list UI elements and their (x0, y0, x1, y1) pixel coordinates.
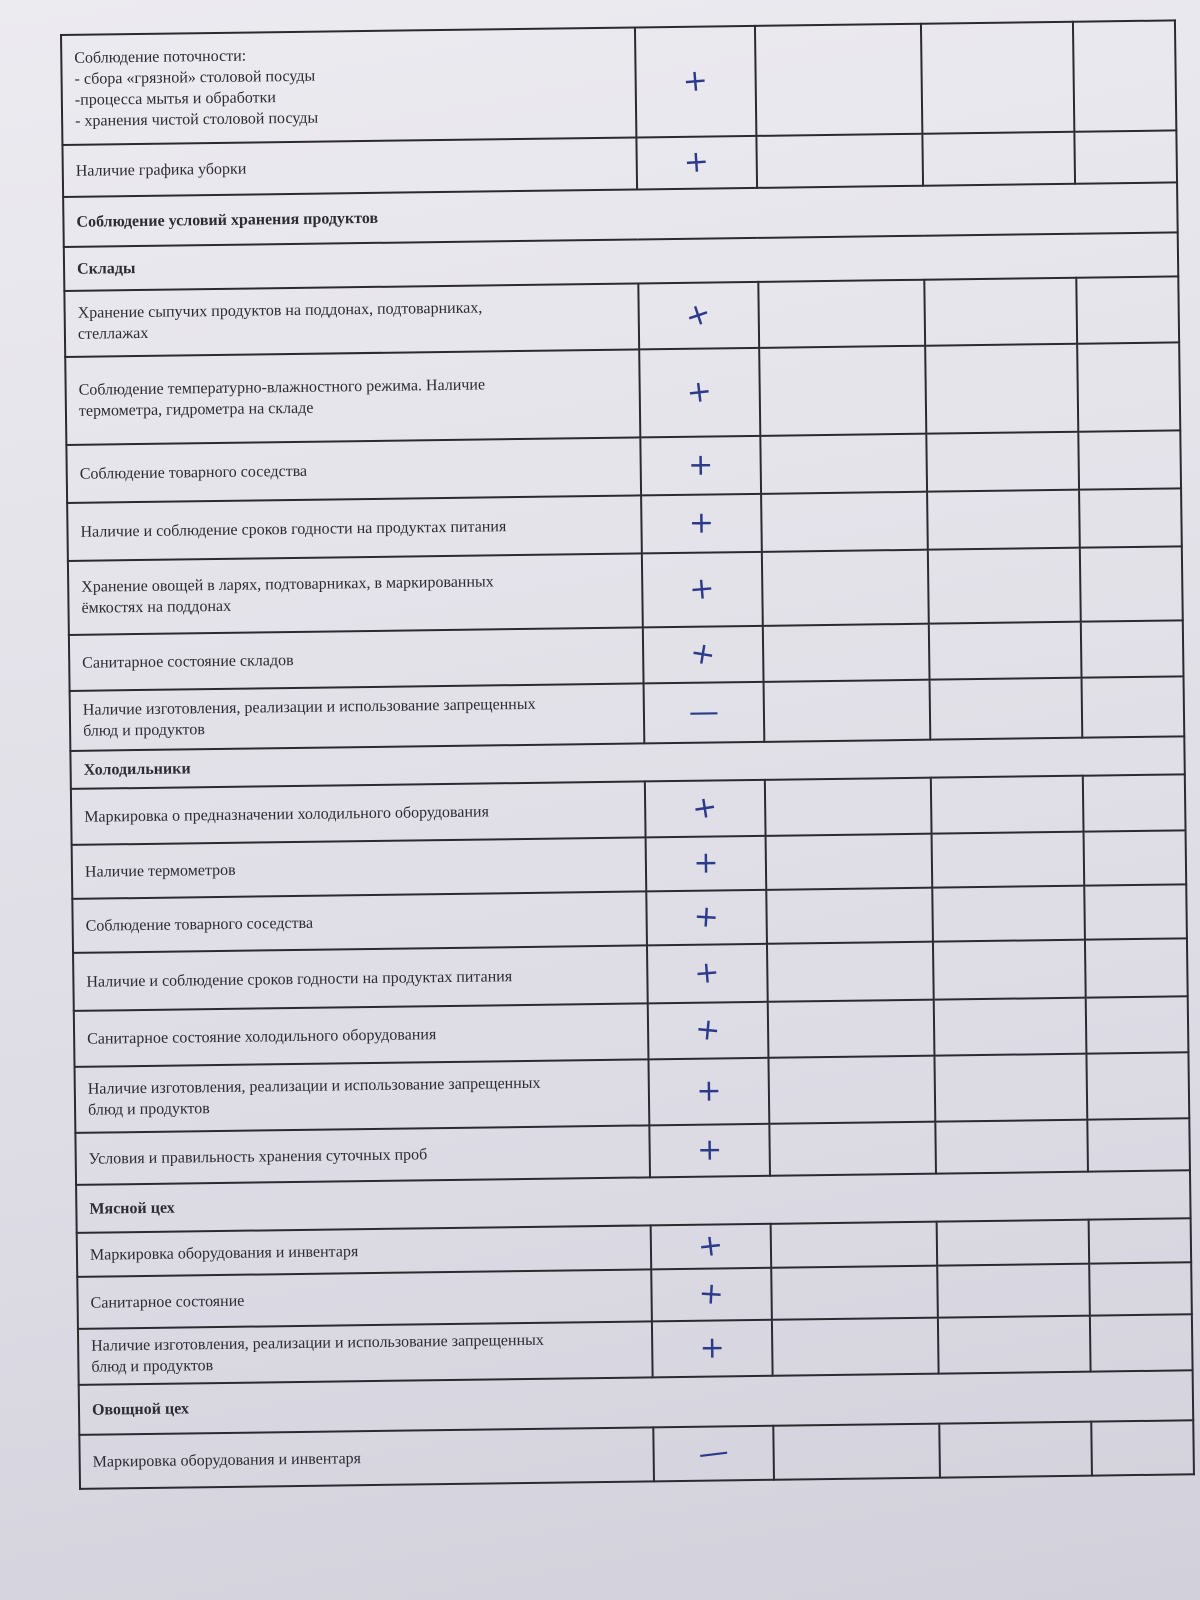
criterion-text: Наличие изготовления, реализации и использование запрещенных (82, 695, 536, 719)
empty-cell-3 (1089, 1218, 1192, 1263)
handwritten-mark: + (688, 505, 715, 541)
empty-cell-3 (1085, 938, 1188, 997)
empty-cell-2 (922, 132, 1075, 186)
criterion-text: Санитарное состояние складов (82, 651, 294, 672)
empty-cell-3 (1083, 774, 1186, 831)
criterion-cell (78, 1321, 653, 1385)
empty-cell-2 (937, 1264, 1090, 1318)
empty-cell-2 (933, 940, 1086, 1000)
empty-cell-1 (768, 1000, 935, 1058)
criterion-text: Хранение сыпучих продуктов на поддонах, подтоварниках, (77, 299, 483, 322)
result-cell (636, 136, 757, 190)
criterion-text: - хранения чистой столовой посуды (75, 109, 319, 130)
empty-cell-2 (932, 886, 1085, 942)
handwritten-mark: + (698, 1275, 726, 1313)
checklist-table (60, 19, 1195, 1489)
section-title: Овощной цех (79, 1370, 1194, 1435)
criterion-text: Маркировка оборудования и инвентаря (92, 1449, 362, 1471)
empty-cell-3 (1080, 546, 1183, 621)
section-title: Мясной цех (76, 1170, 1191, 1233)
result-cell (649, 1124, 770, 1178)
handwritten-mark: + (696, 1073, 722, 1109)
criterion-text: Наличие и соблюдение сроков годности на продуктах питания (80, 517, 507, 541)
criterion-cell (65, 349, 640, 445)
result-cell (647, 944, 768, 1004)
criterion-cell (71, 781, 646, 845)
criterion-text: стеллажах (77, 324, 149, 343)
criterion-cell (72, 837, 647, 899)
criterion-text: Соблюдение товарного соседства (79, 462, 308, 483)
empty-cell-2 (927, 490, 1080, 550)
empty-cell-3 (1089, 1262, 1192, 1315)
handwritten-mark: + (693, 898, 721, 936)
handwritten-mark: + (681, 62, 710, 100)
empty-cell-3 (1079, 488, 1182, 547)
criterion-cell (69, 627, 644, 691)
empty-cell-2 (930, 678, 1083, 740)
criterion-text: Наличие термометров (84, 861, 236, 881)
empty-cell-2 (934, 998, 1087, 1056)
criterion-text: Условия и правильность хранения суточных проб (88, 1145, 428, 1168)
handwritten-mark: + (696, 1227, 726, 1265)
empty-cell-1 (762, 550, 929, 626)
handwritten-mark: + (688, 634, 719, 674)
empty-cell-3 (1090, 1314, 1193, 1371)
criterion-cell (72, 891, 647, 953)
criterion-text: ёмкостях на поддонах (81, 597, 232, 617)
criterion-cell (61, 27, 636, 145)
section-title: Склады (64, 232, 1178, 291)
result-cell (642, 552, 763, 628)
empty-cell-1 (769, 1122, 936, 1176)
criterion-cell (68, 553, 643, 635)
empty-cell-3 (1073, 20, 1176, 131)
empty-cell-2 (931, 776, 1084, 834)
criterion-cell (74, 1003, 649, 1067)
empty-cell-1 (766, 888, 933, 944)
criterion-text: Наличие и соблюдение сроков годности на продуктах питания (86, 967, 513, 991)
empty-cell-2 (938, 1316, 1091, 1374)
result-cell (645, 780, 766, 838)
empty-cell-3 (1084, 830, 1187, 885)
empty-cell-3 (1091, 1420, 1194, 1475)
empty-cell-3 (1087, 1118, 1190, 1171)
empty-cell-3 (1086, 996, 1189, 1053)
empty-cell-1 (773, 1424, 940, 1480)
result-cell (648, 1058, 769, 1126)
result-cell (648, 1002, 769, 1060)
criterion-text: блюд и продуктов (83, 721, 205, 740)
empty-cell-1 (756, 134, 923, 188)
result-cell (635, 26, 756, 138)
empty-cell-2 (921, 22, 1074, 134)
result-cell (652, 1320, 773, 1378)
result-cell (640, 436, 761, 496)
result-cell (641, 494, 762, 554)
criterion-cell (70, 683, 645, 751)
criterion-cell (67, 495, 642, 561)
empty-cell-1 (767, 942, 934, 1002)
empty-cell-3 (1074, 130, 1177, 183)
handwritten-mark: + (683, 143, 711, 181)
empty-cell-3 (1077, 342, 1180, 431)
result-cell (638, 282, 759, 350)
empty-cell-2 (932, 832, 1085, 888)
empty-cell-2 (925, 344, 1078, 434)
empty-cell-2 (926, 432, 1079, 492)
empty-cell-3 (1086, 1052, 1189, 1119)
empty-cell-3 (1082, 676, 1185, 737)
criterion-text: Санитарное состояние (90, 1292, 245, 1312)
criterion-text: Наличие изготовления, реализации и использование запрещенных (91, 1331, 544, 1355)
empty-cell-2 (929, 622, 1082, 680)
criterion-cell (62, 137, 637, 197)
handwritten-mark: + (687, 447, 714, 483)
result-cell (646, 836, 767, 892)
section-title: Холодильники (70, 736, 1184, 789)
empty-cell-3 (1078, 430, 1181, 489)
empty-cell-1 (761, 492, 928, 552)
criterion-text: Маркировка оборудования и инвентаря (89, 1242, 359, 1264)
criterion-text: -процесса мытья и обработки (74, 89, 277, 109)
criterion-text: - сбора «грязной» столовой посуды (74, 67, 316, 88)
result-cell (653, 1426, 774, 1482)
result-cell (643, 626, 764, 684)
result-cell (644, 682, 765, 744)
criterion-text: Соблюдение температурно-влажностного режима. Наличие (78, 376, 486, 399)
criterion-cell (66, 437, 641, 503)
handwritten-mark: + (693, 845, 719, 881)
empty-cell-1 (765, 778, 932, 836)
criterion-cell (77, 1225, 652, 1277)
result-cell (639, 348, 760, 438)
handwritten-mark: + (681, 294, 717, 336)
empty-cell-2 (939, 1422, 1092, 1478)
empty-cell-2 (937, 1220, 1090, 1266)
criterion-text: Наличие графика уборки (75, 160, 247, 180)
criterion-text: Наличие изготовления, реализации и использование запрещенных (87, 1074, 541, 1098)
result-cell (651, 1268, 772, 1322)
criterion-cell (77, 1269, 652, 1329)
empty-cell-1 (759, 346, 926, 436)
criterion-cell (75, 1059, 650, 1133)
empty-cell-1 (768, 1056, 935, 1124)
empty-cell-1 (758, 280, 925, 348)
criterion-text: Хранение овощей в ларях, подтоварниках, в маркированных (81, 573, 494, 596)
empty-cell-1 (766, 834, 933, 890)
handwritten-mark: + (690, 788, 721, 828)
handwritten-mark: + (688, 570, 717, 608)
handwritten-mark: + (685, 373, 715, 412)
handwritten-mark: + (696, 1132, 723, 1168)
empty-cell-2 (928, 548, 1081, 624)
result-cell (646, 890, 767, 946)
checklist-page (60, 19, 1199, 1490)
empty-cell-1 (772, 1318, 939, 1376)
criterion-text: Соблюдение поточности: (74, 47, 247, 67)
checklist-rows (61, 20, 1194, 1488)
checklist-row (65, 342, 1180, 445)
empty-cell-2 (935, 1120, 1088, 1174)
empty-cell-1 (771, 1222, 938, 1268)
criterion-text: Соблюдение товарного соседства (85, 914, 314, 935)
empty-cell-1 (760, 434, 927, 494)
criterion-cell (64, 283, 639, 357)
empty-cell-1 (764, 680, 931, 742)
empty-cell-3 (1076, 276, 1179, 343)
criterion-cell (79, 1427, 654, 1489)
empty-cell-2 (924, 278, 1077, 346)
empty-cell-1 (763, 624, 930, 682)
empty-cell-3 (1081, 620, 1184, 677)
empty-cell-3 (1084, 884, 1187, 939)
checklist-row (61, 20, 1176, 145)
criterion-text: Санитарное состояние холодильного оборудования (87, 1025, 437, 1048)
handwritten-mark: — (688, 694, 720, 730)
empty-cell-1 (771, 1266, 938, 1320)
handwritten-mark: + (693, 954, 722, 992)
empty-cell-2 (934, 1054, 1087, 1122)
handwritten-mark: — (696, 1433, 731, 1473)
criterion-cell (75, 1125, 650, 1185)
criterion-text: Маркировка о предназначении холодильного оборудования (84, 802, 490, 826)
section-title: Соблюдение условий хранения продуктов (63, 182, 1178, 247)
empty-cell-1 (755, 24, 922, 136)
handwritten-mark: + (694, 1011, 723, 1049)
handwritten-mark: + (699, 1330, 726, 1366)
criterion-text: блюд и продуктов (87, 1100, 210, 1119)
criterion-text: блюд и продуктов (91, 1357, 214, 1376)
criterion-text: термометра, гидрометра на складе (78, 399, 314, 420)
result-cell (651, 1224, 772, 1270)
criterion-cell (73, 945, 648, 1011)
